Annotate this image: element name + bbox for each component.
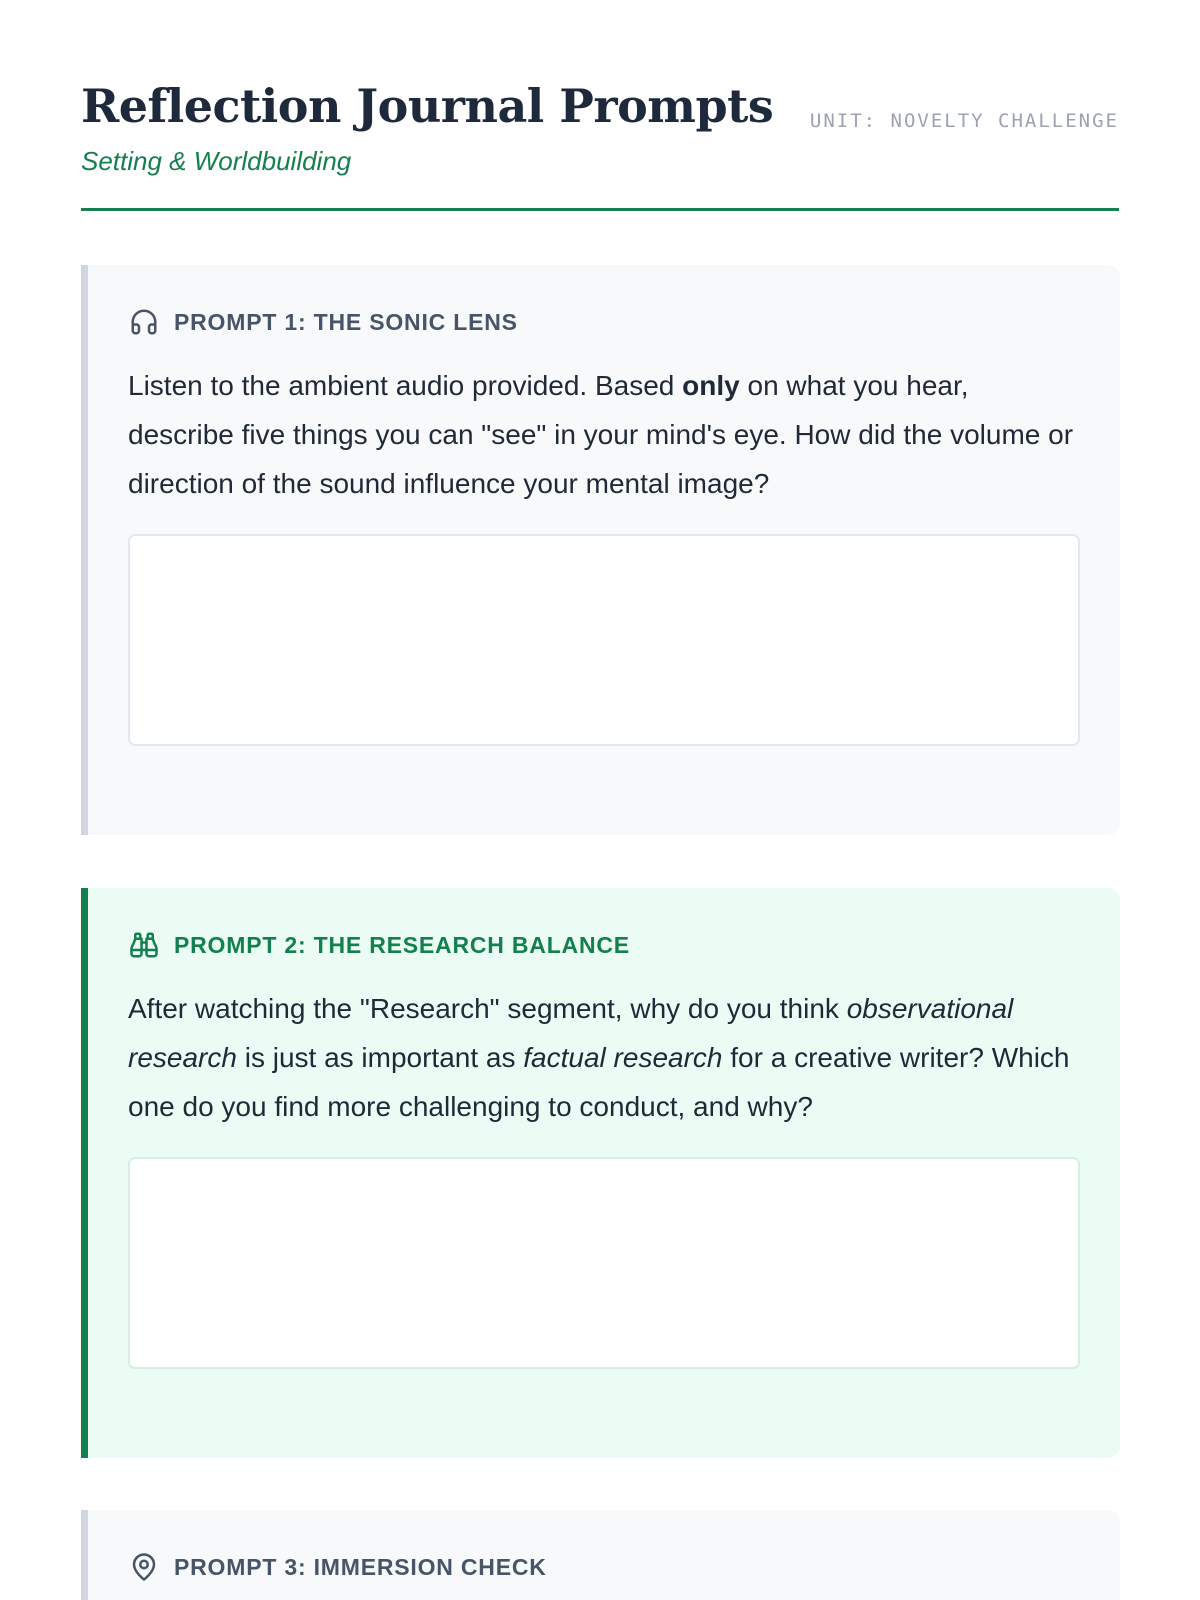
emphasis-text: only <box>682 370 740 401</box>
headphones-icon <box>128 306 160 338</box>
emphasis-text: factual research <box>523 1042 723 1073</box>
map-pin-icon <box>128 1551 160 1583</box>
answer-textarea-2[interactable] <box>128 1157 1080 1369</box>
prompt-card-1 <box>81 265 1120 835</box>
prompt-text: After watching the "Research" segment, why do you think observational research is just as important as factual research for a creative writer? Which one do you find more challenging to conduct, and why? <box>128 993 1070 1122</box>
prompt-label: PROMPT 1: THE SONIC LENS <box>174 308 518 335</box>
prompt-text: Listen to the ambient audio provided. Based only on what you hear, describe five things you can "see" in your mind's eye. How did the volume or direction of the sound influence your mental image? <box>128 370 1074 499</box>
prompt-label: PROMPT 2: THE RESEARCH BALANCE <box>174 931 630 958</box>
unit-label: UNIT: NOVELTY CHALLENGE <box>809 110 1119 132</box>
page-header <box>81 0 1119 211</box>
prompt-card-header <box>128 305 1080 339</box>
emphasis-text: observational research <box>128 993 1014 1073</box>
answer-textarea-1[interactable] <box>128 534 1080 746</box>
prompt-card-header <box>128 1550 1080 1584</box>
page-subtitle: Setting & Worldbuilding <box>81 146 352 176</box>
page-title: Reflection Journal Prompts <box>81 79 774 133</box>
prompt-card-3 <box>81 1510 1120 1600</box>
prompt-card-header <box>128 928 1080 962</box>
prompt-label: PROMPT 3: IMMERSION CHECK <box>174 1553 547 1580</box>
binoculars-icon <box>128 929 160 961</box>
prompt-card-2 <box>81 888 1120 1458</box>
